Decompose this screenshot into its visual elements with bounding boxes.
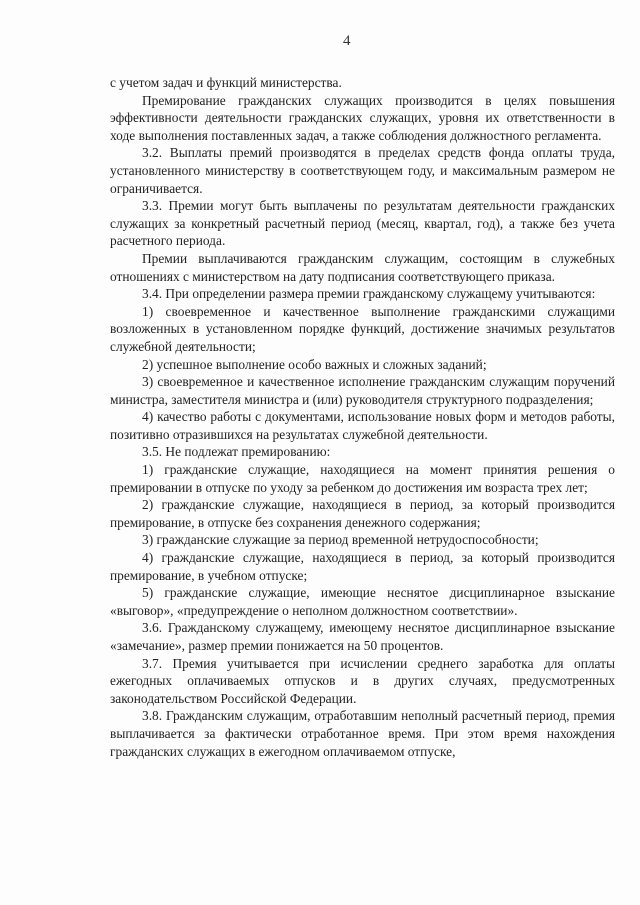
paragraph-3-6: 3.6. Гражданскому служащему, имеющему неснятое дисциплинарное взыскание «замечание», размер премии понижается на 50 процентов. bbox=[110, 620, 615, 653]
document-body bbox=[110, 74, 615, 760]
list-item-3-4-1: 1) своевременное и качественное выполнение гражданскими служащими возложенных в установленном порядке функций, достижение значимых результатов служебной деятельности; bbox=[110, 303, 615, 354]
paragraph-3-5: 3.5. Не подлежат премированию: bbox=[142, 444, 331, 460]
list-item-3-5-1: 1) гражданские служащие, находящиеся на момент принятия решения о премировании в отпуске по уходу за ребенком до достижения им возраста трех лет; bbox=[110, 462, 615, 495]
list-item-3-5-3: 3) гражданские служащие за период временной нетрудоспособности; bbox=[142, 532, 539, 548]
list-item-3-4-4: 4) качество работы с документами, использование новых форм и методов работы, позитивно отразившихся на результатах служебной деятельности. bbox=[110, 409, 615, 442]
paragraph-3-8: 3.8. Гражданским служащим, отработавшим неполный расчетный период, премия выплачивается за фактически отработанное время. При этом время нахождения гражданских служащих в ежегодном оплачиваемом отпуске, bbox=[110, 708, 615, 759]
paragraph-3-2: 3.2. Выплаты премий производятся в пределах средств фонда оплаты труда, установленного министерству в соответствующем году, и максимальным размером не ограничивается. bbox=[110, 145, 615, 196]
list-item-3-5-4: 4) гражданские служащие, находящиеся в период, за который производится премирование, в учебном отпуске; bbox=[110, 550, 615, 583]
list-item-3-4-3: 3) своевременное и качественное исполнение гражданским служащим поручений министра, заместителя министра и (или) руководителя структурного подразделения; bbox=[110, 374, 615, 407]
paragraph-3-7: 3.7. Премия учитывается при исчислении среднего заработка для оплаты ежегодных оплачиваемых отпусков и в других случаях, предусмотренных законодательством Российской Федерации. bbox=[110, 655, 615, 706]
paragraph-bonus-recipients: Премии выплачиваются гражданским служащим, состоящим в служебных отношениях с министерством на дату подписания соответствующего приказа. bbox=[110, 250, 615, 284]
paragraph-bonus-purpose: Премирование гражданских служащих производится в целях повышения эффективности деятельности гражданских служащих, уровня их ответственности в ходе выполнения поставленных задач, а также соблюдения должностного регламента. bbox=[110, 92, 615, 143]
list-item-3-4-2: 2) успешное выполнение особо важных и сложных заданий; bbox=[142, 356, 487, 372]
paragraph-continuation: с учетом задач и функций министерства. bbox=[110, 75, 342, 90]
page-number: 4 bbox=[343, 33, 351, 49]
list-item-3-5-2: 2) гражданские служащие, находящиеся в период, за который производится премирование, в отпуске без сохранения денежного содержания; bbox=[110, 497, 615, 530]
paragraph-3-4: 3.4. При определении размера премии гражданскому служащему учитываются: bbox=[142, 286, 596, 302]
list-item-3-5-5: 5) гражданские служащие, имеющие неснятое дисциплинарное взыскание «выговор», «предупреждение о неполном должностном соответствии». bbox=[110, 585, 615, 618]
paragraph-3-3: 3.3. Премии могут быть выплачены по результатам деятельности гражданских служащих за конкретный расчетный период (месяц, квартал, год), а также без учета расчетного периода. bbox=[110, 198, 615, 249]
